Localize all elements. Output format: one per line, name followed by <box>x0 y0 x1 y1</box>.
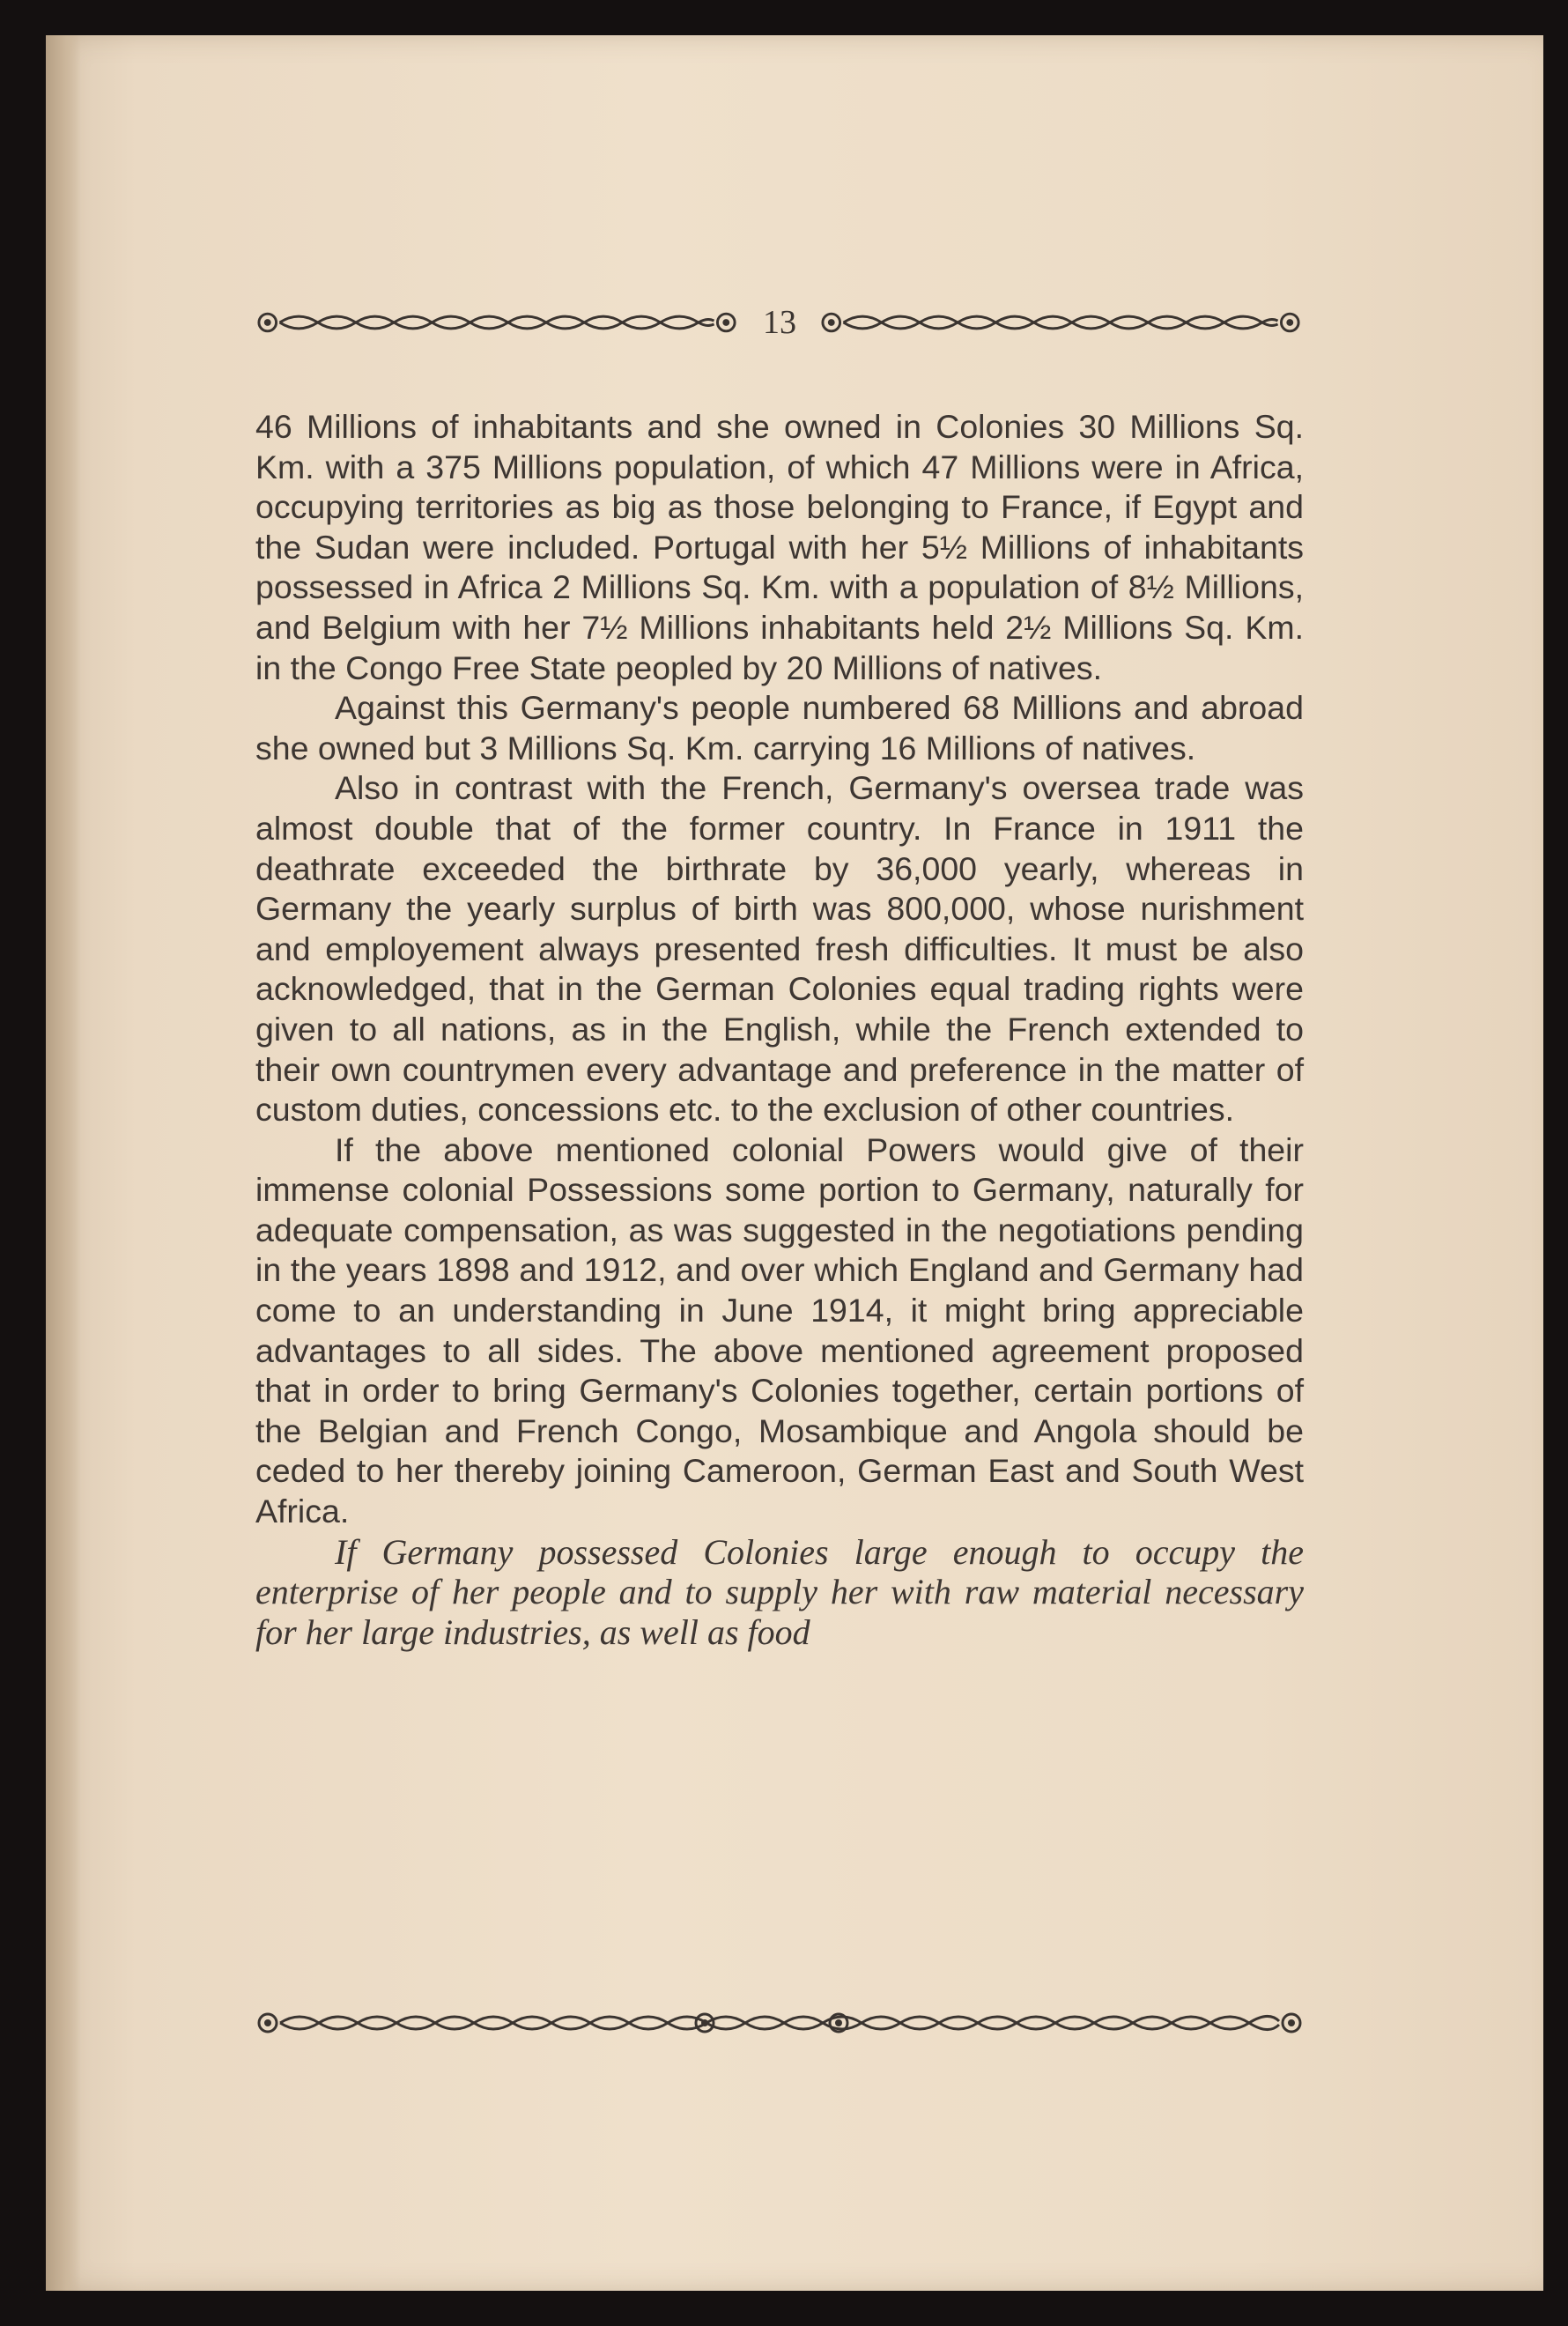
footer-ornament <box>255 1996 1304 2049</box>
ornament-chain-right-icon <box>819 305 1304 340</box>
ornament-chain-left-icon <box>255 305 740 340</box>
paragraph-1: 46 Millions of inhabitants and she owned in Colonies 30 Millions Sq. Km. with a 375 Millions population, of which 47 Millions were in Africa, occupying territories as big as those belonging to France, if Egypt and the Sudan were included. Portugal with her 5½ Millions of inhabitants possessed in Africa 2 Millions Sq. Km. with a population of 8½ Millions, and Belgium with her 7½ Millions inhabitants held 2½ Millions Sq. Km. in the Congo Free State peopled by 20 Millions of natives. <box>255 408 1304 686</box>
page-spine-shadow <box>46 35 81 2291</box>
paragraph-5-italic: If Germany possessed Colonies large enough to occupy the enterprise of her people and to supply her with raw material necessary for her large industries, as well as food <box>255 1531 1304 1652</box>
header-ornament <box>255 296 1304 349</box>
paragraph-3: Also in contrast with the French, Germany's oversea trade was almost double that of the former country. In France in 1911 the deathrate exceeded the birthrate by 36,000 yearly, whereas in Germany the yearly surplus of birth was 800,000, whose nurishment and employement always presented fresh difficulties. It must be also acknowledged, that in the German Colonies equal trading rights were given to all nations, as in the English, while the French extended to their own countrymen every advantage and preference in the matter of custom duties, concessions etc. to the exclusion of other countries. <box>255 769 1304 1129</box>
body-text <box>255 407 1304 1652</box>
paragraph-4: If the above mentioned colonial Powers would give of their immense colonial Possessions some portion to Germany, naturally for adequate compensation, as was suggested in the negotiations pending in the years 1898 and 1912, and over which England and Germany had come to an understanding in June 1914, it might bring appreciable advantages to all sides. The above mentioned agreement proposed that in order to bring Germany's Colonies together, certain portions of the Belgian and French Congo, Mosambique and Angola should be ceded to her thereby joining Cameroon, German East and South West Africa. <box>255 1130 1304 1530</box>
page-number: 13 <box>763 304 796 341</box>
paragraph-2: Against this Germany's people numbered 68 Millions and abroad she owned but 3 Millions Sq. Km. carrying 16 Millions of natives. <box>255 689 1304 767</box>
ornament-chain-bottom-icon <box>255 2005 1304 2041</box>
